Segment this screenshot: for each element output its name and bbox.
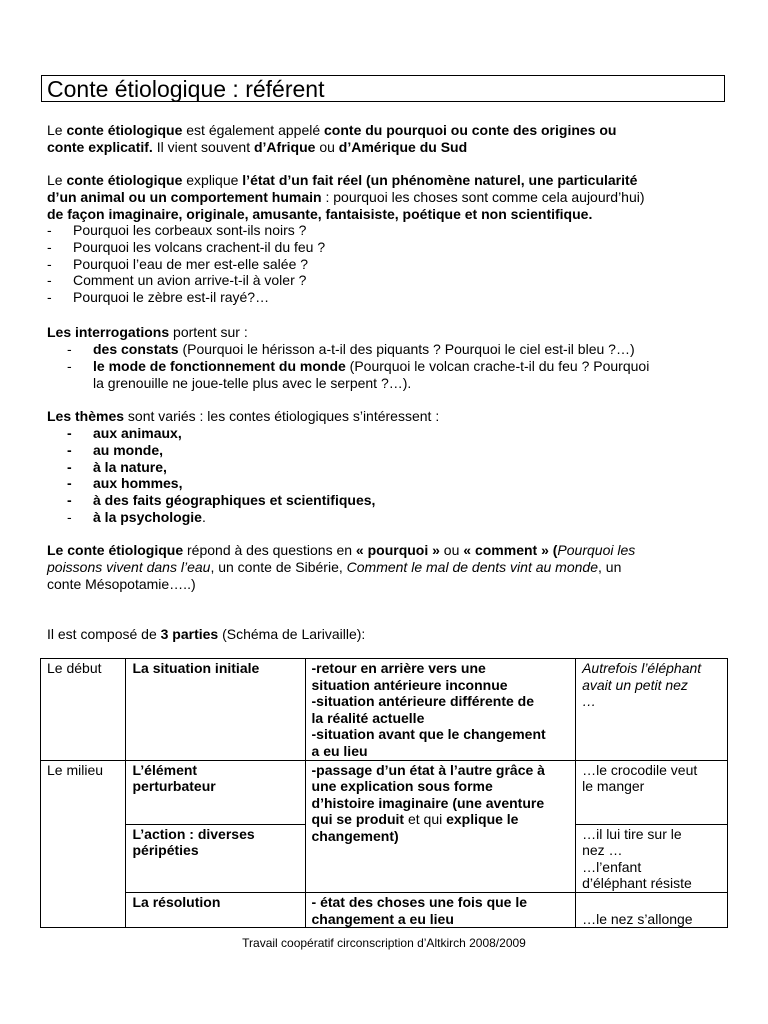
interrogations-list [67,341,649,391]
themes-list [67,425,375,526]
table-cell: -retour en arrière vers une situation antérieure inconnue -situation antérieure différente de la réalité actuelle -situation avant que le changement a eu lieu [305,659,576,761]
questions-list [47,222,325,306]
list-item: - à la psychologie. [67,508,206,525]
list-item: - aux animaux, [67,425,182,441]
list-item-continuation: la grenouille ne joue-telle plus avec le serpent ?…). [93,374,412,391]
answers-line-2: poissons vivent dans l’eau, un conte de Sibérie, Comment le mal de dents vint au monde, un [47,559,622,575]
table-cell: Le début [41,659,126,761]
table-cell: …le crocodile veut le manger [576,760,728,824]
table-row [41,659,728,761]
table-cell: …il lui tire sur le nez … …l’enfant d’éléphant résiste [576,824,728,892]
themes-lead: Les thèmes sont variés : les contes étiologiques s’intéressent : [47,408,440,424]
explain-line-3: de façon imaginaire, originale, amusante, fantaisiste, poétique et non scientifique. [47,206,593,222]
larivaille-table [40,658,728,928]
composed-line: Il est composé de 3 parties (Schéma de Larivaille): [47,626,366,642]
explain-line-2: d’un animal ou un comportement humain : pourquoi les choses sont comme cela aujourd’hui) [47,189,645,205]
list-item: - Pourquoi les volcans crachent-il du feu ? [47,238,326,255]
list-item: - à la nature, [67,458,167,475]
table-cell: La situation initiale [126,659,305,761]
table-cell: -passage d’un état à l’autre grâce à une explication sous forme d’histoire imaginaire (une aventure qui se produit et qui explique le changement) [305,760,576,892]
table-cell: L’action : diverses péripéties [126,824,305,892]
table-cell: Autrefois l’éléphant avait un petit nez … [576,659,728,761]
list-item: - des constats (Pourquoi le hérisson a-t-il des piquants ? Pourquoi le ciel est-il bleu ?…) [67,341,635,357]
table-cell: Le milieu [41,760,126,928]
table-cell: La résolution [126,892,305,927]
explain-line-1: Le conte étiologique explique l’état d’un fait réel (un phénomène naturel, une particularité [47,172,638,188]
page-footer: Travail coopératif circonscription d’Altkirch 2008/2009 [242,936,526,950]
intro-line-1: Le conte étiologique est également appelé conte du pourquoi ou conte des origines ou [47,122,617,138]
list-item: - Pourquoi les corbeaux sont-ils noirs ? [47,222,307,238]
list-item: - au monde, [67,441,164,458]
interrogations-lead: Les interrogations portent sur : [47,324,248,340]
list-item: - le mode de fonctionnement du monde (Pourquoi le volcan crache-t-il du feu ? Pourquoi [67,357,650,374]
table-cell: - état des choses une fois que le changement a eu lieu [305,892,576,927]
answers-line-3: conte Mésopotamie…..) [47,576,196,592]
list-item: - aux hommes, [67,475,183,492]
table-cell: …le nez s’allonge [576,892,728,927]
answers-line-1: Le conte étiologique répond à des questions en « pourquoi » ou « comment » (Pourquoi les [47,542,636,558]
table-cell: L’élément perturbateur [126,760,305,824]
list-item: - Comment un avion arrive-t-il à voler ? [47,272,307,289]
list-item: - à des faits géographiques et scientifiques, [67,492,376,509]
intro-line-2: conte explicatif. Il vient souvent d’Afrique ou d’Amérique du Sud [47,139,468,155]
table-row [41,760,728,824]
list-item: - Pourquoi l’eau de mer est-elle salée ? [47,255,309,272]
page-title: Conte étiologique : référent [47,76,325,102]
table-row [41,892,728,927]
list-item: - Pourquoi le zèbre est-il rayé?… [47,289,270,306]
title-box [41,75,725,102]
